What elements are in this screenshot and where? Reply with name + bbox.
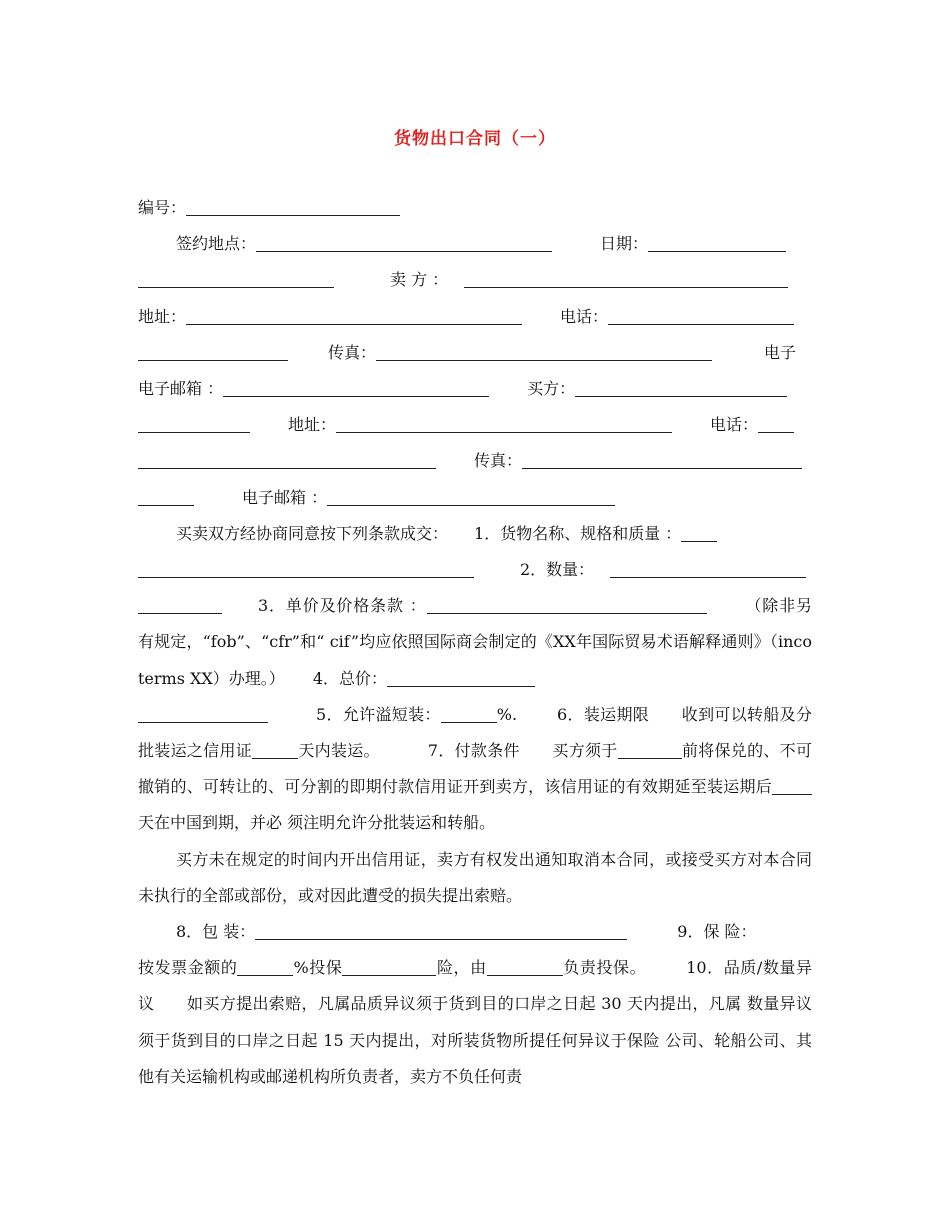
line-seller-address: 地址： 电话： [138, 299, 812, 335]
tolerance-blank [441, 706, 497, 723]
date-blank [648, 235, 786, 252]
line-agreement: 买卖双方经协商同意按下列条款成交： 1．货物名称、规格和质量 ： [138, 516, 812, 552]
line-seller-email: 电子邮箱 ： 买方： [138, 371, 812, 407]
insurance-type-blank [342, 959, 436, 976]
line-item9: 按发票金额的 %投保 险，由 负责投保。 10．品质/数量异议 如买方提出索赔，凡属品质异议须于货到目的口岸之日起 30 天内提出，凡属 数量异议须于货到目的口岸之日起 15 天内提出，对所装货物所提任何异议于保险 公司、轮船公司、其他有关运输机构或邮递机构所负责者，卖方不负任何责 [138, 958, 812, 1086]
seller-fax-blank [376, 344, 712, 361]
buyer-blank [575, 380, 787, 397]
line-seller-fax: 传真： 电子 [138, 335, 812, 371]
seller-phone-blank [608, 308, 794, 325]
buyer-address-blank [336, 416, 672, 433]
line-buyer-address: 地址： 电话： [138, 407, 812, 443]
total-blank [387, 670, 535, 687]
seller-blank [464, 271, 788, 288]
line-item2: 2．数量： [138, 552, 812, 588]
line-item5: 5．允许溢短装： %. 6．装运期限 收到可以转船及分批装运之信用证 天内装运。 7．付款条件 买方须于 前将保兑的、不可撤销的、可转让的、可分割的即期付款信用证开到卖方，该信用证的有效期延至装运期后天在中国到期，并必 须注明允许分批装运和转船。 [138, 704, 812, 833]
shipment-days-blank [252, 742, 298, 759]
buyer-fax-blank [522, 452, 802, 469]
line-buyer-email: 电子邮箱 ： [138, 480, 812, 516]
contract-body [138, 190, 812, 1095]
document-title: 货物出口合同（一） [394, 129, 556, 149]
price-blank [427, 597, 707, 614]
line-item3: 3．单价及价格条款 ： （除非另有规定，“fob”、“cfr”和“ cif”均应依照国际商会制定的《XX年国际贸易术语解释通则》（incoterms XX）办理。） 4．总价： [138, 596, 812, 688]
line-buyer-fax: 传真： [138, 443, 812, 479]
line-seller: 卖 方 ： [138, 262, 812, 298]
seller-address-blank [186, 308, 522, 325]
payment-date-blank [618, 742, 682, 759]
insurance-percent-blank [237, 959, 293, 976]
line-item8: 8．包 装： 9．保 险： [176, 922, 757, 942]
para-cancel: 买方未在规定的时间内开出信用证，卖方有权发出通知取消本合同，或接受买方对本合同未执行的全部或部份，或对因此遭受的损失提出索赔。 [138, 849, 812, 905]
line-contract-no: 编号： [138, 190, 812, 226]
contract-no-blank [186, 199, 400, 216]
buyer-email-blank [327, 489, 615, 506]
insurer-blank [487, 959, 563, 976]
line-sign-place: 签约地点： 日期： [138, 226, 812, 262]
quantity-blank [610, 561, 806, 578]
packing-blank [255, 923, 627, 940]
seller-email-blank [223, 380, 489, 397]
lc-days-blank [772, 778, 812, 795]
sign-place-blank [256, 235, 552, 252]
